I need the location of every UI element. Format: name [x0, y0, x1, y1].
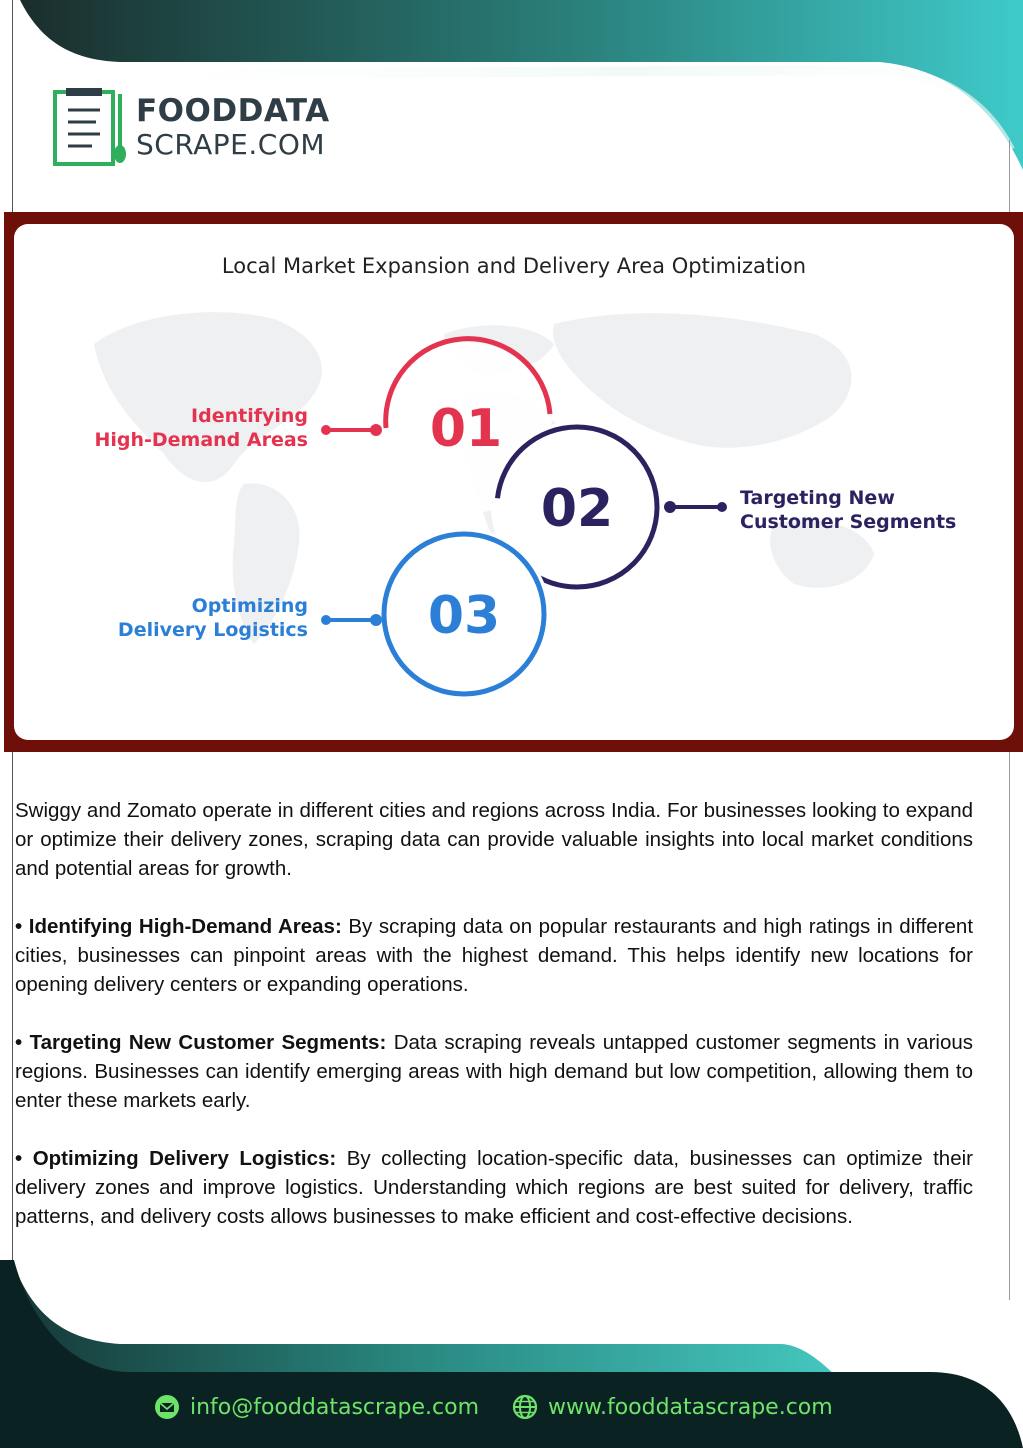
point-2-bullet: •: [15, 1031, 23, 1054]
point-2-heading: Targeting New Customer Segments:: [29, 1031, 387, 1054]
step-1-connector-dot-end: [370, 424, 382, 436]
point-paragraph-1: [15, 912, 973, 999]
step-3-connector-dot: [321, 615, 331, 625]
point-3-text: By collecting location-specific data, businesses can optimize their delivery zones and improve logistics. Understanding which regions are best suited for delivery, traffic patterns, and delivery costs allows businesses to make efficient and cost-effective decisions.: [15, 1147, 973, 1228]
intro-paragraph: Swiggy and Zomato operate in different cities and regions across India. For businesses looking to expand or optimize their delivery zones, scraping data can provide valuable insights into local market conditions and potential areas for growth.: [15, 799, 973, 880]
step-2-label: [740, 486, 956, 534]
step-3-connector-dot-end: [370, 614, 382, 626]
brand-logo: [52, 86, 330, 168]
step-1-label-line2: High-Demand Areas: [94, 429, 308, 451]
infographic-card: [14, 224, 1014, 740]
point-paragraph-3: [15, 1144, 973, 1231]
footer-email[interactable]: [154, 1394, 479, 1420]
step-1-connector-dot: [321, 425, 331, 435]
point-paragraph-2: [15, 1028, 973, 1115]
step-2-number: 02: [540, 479, 614, 539]
point-1-bullet: •: [15, 915, 23, 938]
article-body: [15, 796, 973, 1260]
step-1-label-line1: Identifying: [191, 405, 308, 427]
point-2-text: Data scraping reveals untapped customer segments in various regions. Businesses can identify emerging areas with high demand but low competition, allowing them to enter these markets early.: [15, 1031, 974, 1112]
step-3-label-line1: Optimizing: [191, 595, 308, 617]
point-1-heading: Identifying High-Demand Areas:: [28, 915, 342, 938]
logo-wordmark-bottom: SCRAPE.COM: [136, 127, 326, 161]
step-1-number: 01: [429, 399, 503, 459]
footer-website[interactable]: [512, 1394, 833, 1420]
point-1-text: By scraping data on popular restaurants and high ratings in different cities, businesses can pinpoint areas with the highest demand. This helps identify new locations for opening delivery centers or expanding operations.: [15, 915, 974, 996]
document-fork-spoon-logo-icon: [52, 86, 128, 168]
step-3-number: 03: [427, 586, 501, 646]
step-2-connector-dot: [664, 501, 676, 513]
mail-icon: [154, 1394, 180, 1420]
steps-diagram: [14, 224, 1014, 740]
infographic-title: Local Market Expansion and Delivery Area Optimization: [221, 254, 807, 278]
step-2-connector-dot-end: [717, 502, 727, 512]
step-2-label-line2: Customer Segments: [740, 511, 957, 533]
globe-icon: [512, 1394, 538, 1420]
footer-email-text[interactable]: info@fooddatascrape.com: [190, 1394, 480, 1420]
point-3-heading: Optimizing Delivery Logistics:: [32, 1147, 337, 1170]
step-3-label-line2: Delivery Logistics: [117, 619, 308, 641]
point-3-bullet: •: [15, 1147, 23, 1170]
step-3-label: [118, 594, 308, 642]
step-1-label: [94, 404, 308, 452]
step-2-label-line1: Targeting New: [740, 487, 895, 509]
logo-wordmark-top: FOODDATA: [136, 92, 330, 129]
footer-website-text[interactable]: www.fooddatascrape.com: [548, 1394, 833, 1420]
